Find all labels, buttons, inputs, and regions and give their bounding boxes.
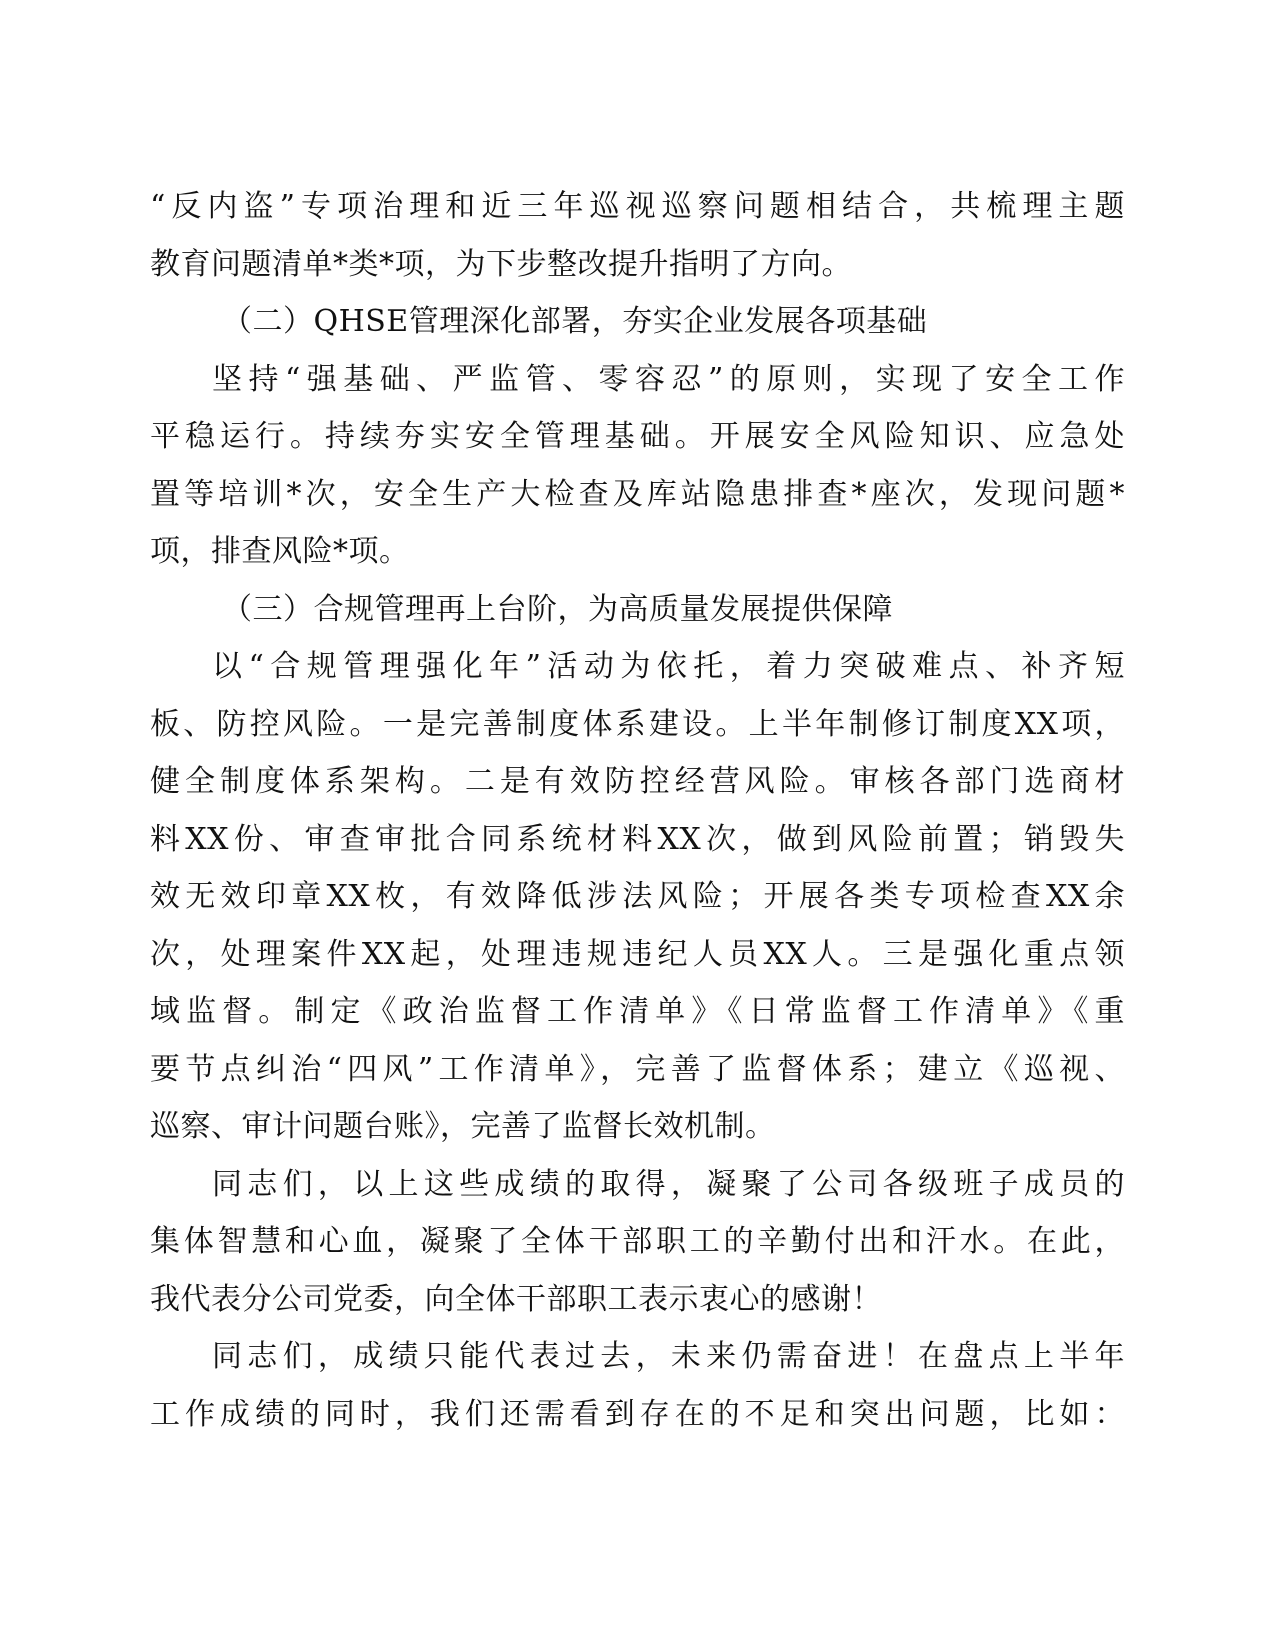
paragraph-line: 次，处理案件XX起，处理违规违纪人员XX人。三是强化重点领 — [150, 936, 1125, 972]
paragraph-line: 要节点纠治“四风”工作清单》，完善了监督体系；建立《巡视、 — [150, 1051, 1125, 1087]
paragraph-line: 同志们，以上这些成绩的取得，凝聚了公司各级班子成员的 — [212, 1166, 1125, 1202]
paragraph-line: 板、防控风险。一是完善制度体系建设。上半年制修订制度XX项， — [150, 706, 1125, 742]
section-heading-2: （二）QHSE管理深化部署，夯实企业发展各项基础 — [222, 304, 928, 339]
paragraph-line: 健全制度体系架构。二是有效防控经营风险。审核各部门选商材 — [150, 764, 1125, 799]
paragraph-line: 同志们，成绩只能代表过去，未来仍需奋进！在盘点上半年 — [212, 1339, 1125, 1374]
paragraph-line: 料XX份、审查审批合同系统材料XX次，做到风险前置；销毁失 — [150, 821, 1125, 857]
paragraph-line: 巡察、审计问题台账》，完善了监督长效机制。 — [150, 1109, 776, 1144]
paragraph-line: 效无效印章XX枚，有效降低涉法风险；开展各类专项检查XX余 — [150, 879, 1125, 914]
paragraph-line: 教育问题清单*类*项，为下步整改提升指明了方向。 — [150, 246, 852, 282]
paragraph-line: 项，排查风险*项。 — [150, 534, 410, 569]
paragraph-line: 我代表分公司党委，向全体干部职工表示衷心的感谢！ — [150, 1281, 882, 1317]
paragraph-line: 置等培训*次，安全生产大检查及库站隐患排查*座次，发现问题* — [150, 476, 1125, 512]
paragraph-line: 平稳运行。持续夯实安全管理基础。开展安全风险知识、应急处 — [150, 419, 1125, 454]
section-heading-3: （三）合规管理再上台阶，为高质量发展提供保障 — [222, 591, 893, 627]
paragraph-line: 域监督。制定《政治监督工作清单》《日常监督工作清单》《重 — [150, 994, 1125, 1029]
paragraph-line: 以“合规管理强化年”活动为依托，着力突破难点、补齐短 — [212, 649, 1125, 684]
paragraph-line: 工作成绩的同时，我们还需看到存在的不足和突出问题，比如： — [150, 1396, 1125, 1432]
document-page — [150, 178, 1125, 1443]
paragraph-line: “反内盗”专项治理和近三年巡视巡察问题相结合，共梳理主题 — [150, 189, 1125, 224]
paragraph-line: 集体智慧和心血，凝聚了全体干部职工的辛勤付出和汗水。在此， — [150, 1224, 1125, 1259]
paragraph-line: 坚持“强基础、严监管、零容忍”的原则，实现了安全工作 — [212, 361, 1125, 397]
